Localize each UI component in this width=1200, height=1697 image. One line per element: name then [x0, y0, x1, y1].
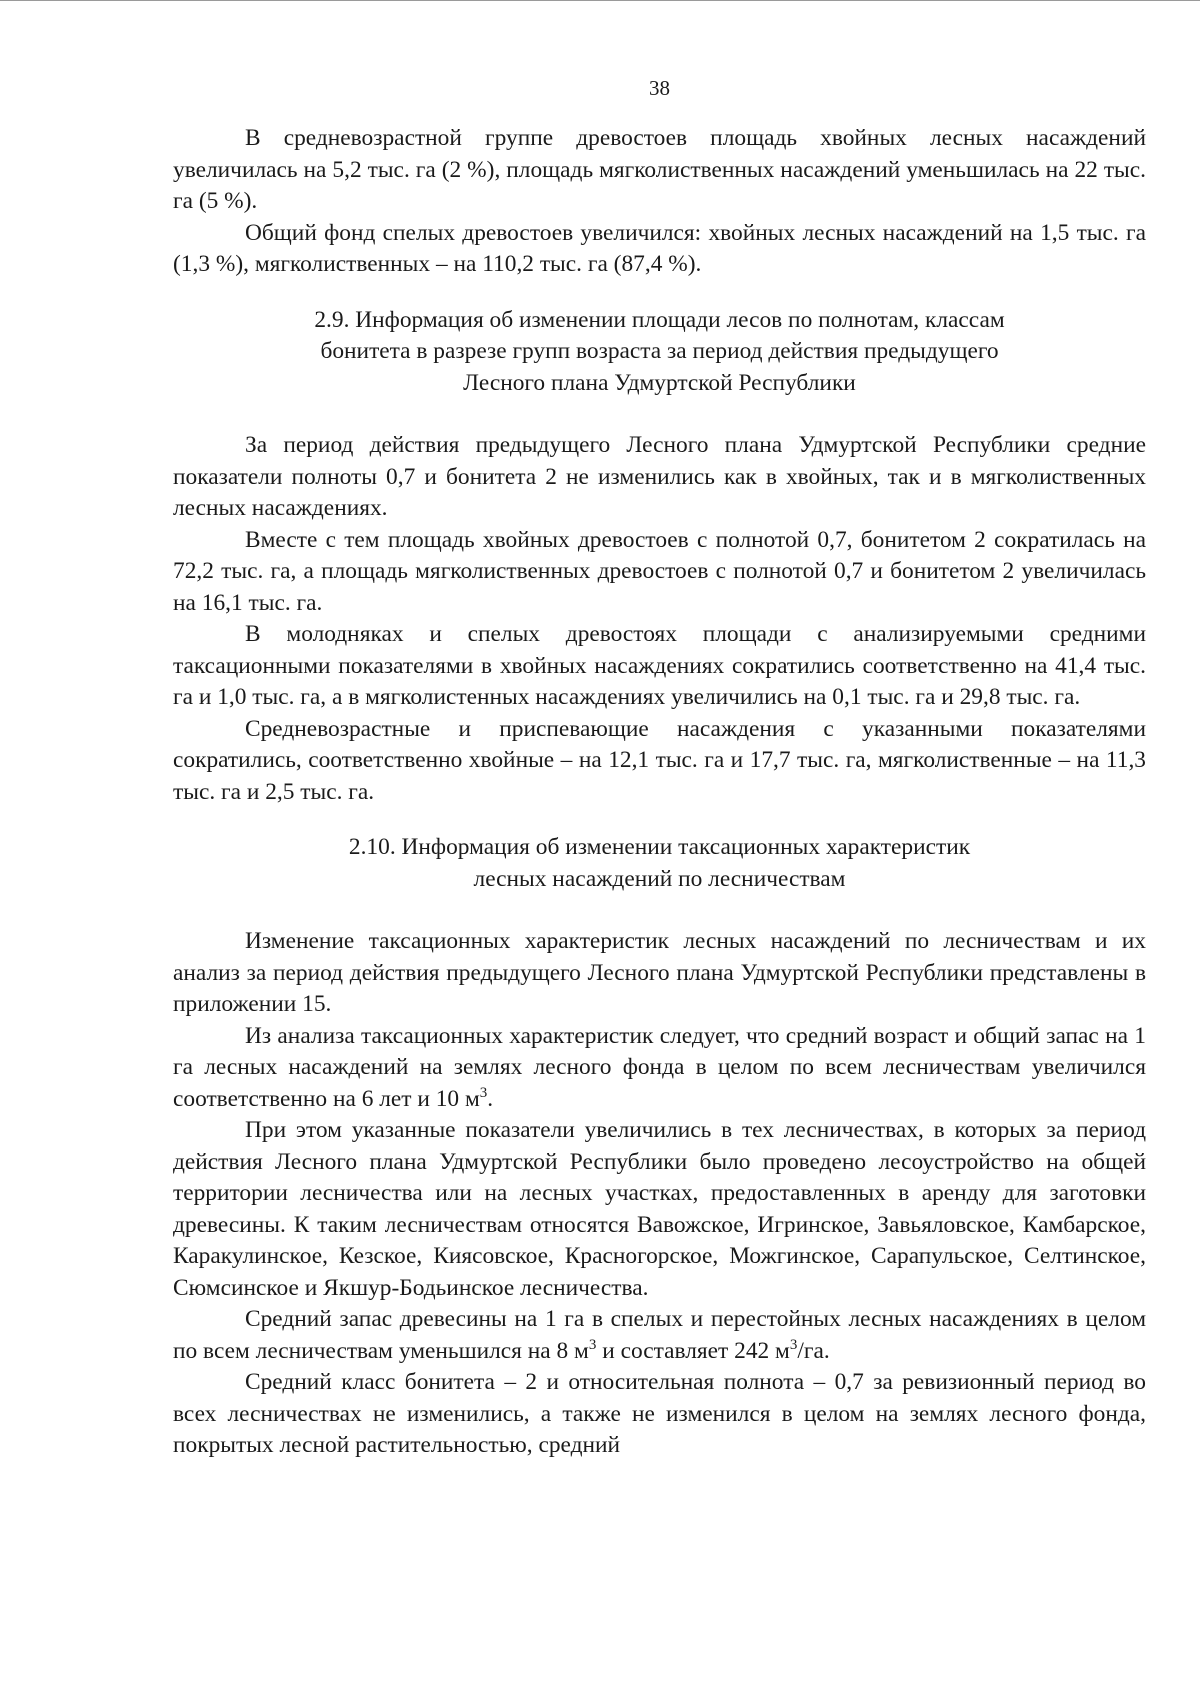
- section-heading-2-9: 2.9. Информация об изменении площади лесов по полнотам, классам бонитета в разрезе групп возраста за период действия предыдущего Лесного плана Удмуртской Республики: [314, 306, 1005, 396]
- section-heading-2-10: 2.10. Информация об изменении таксационных характеристик лесных насаждений по лесничествам: [348, 834, 971, 892]
- paragraph: Средний класс бонитета – 2 и относительная полнота – 0,7 за ревизионный период во всех лесничествах не изменились, а также не изменился в целом на землях лесного фонда, покрытых лесной растительностью, средний: [173, 1369, 1146, 1458]
- paragraph: При этом указанные показатели увеличились в тех лесничествах, в которых за период действия Лесного плана Удмуртской Республики было проведено лесоустройство на общей территории лесничества или на лесных участках, предоставленных в аренду для заготовки древесины. К таким лесничествам относятся Вавожское, Игринское, Завьяловское, Камбарское, Каракулинское, Кезское, Киясовское, Красногорское, Можгинское, Сарапульское, Селтинское, Сюмсинское и Якшур-Бодьинское лесничества.: [173, 1117, 1146, 1301]
- superscript: 3: [789, 1336, 798, 1353]
- paragraph: [173, 1021, 1146, 1116]
- paragraph: В молодняках и спелых древостоях площади с анализируемыми средними таксационными показателями в хвойных насаждениях сократились соответственно на 41,4 тыс. га и 1,0 тыс. га, а в мягколистенных насаждениях увеличились на 0,1 тыс. га и 29,8 тыс. га.: [173, 621, 1146, 710]
- paragraph: Общий фонд спелых древостоев увеличился: хвойных лесных насаждений на 1,5 тыс. га (1,3 %), мягколиственных – на 110,2 тыс. га (87,4 %).: [173, 219, 1146, 277]
- paragraph: [173, 1304, 1146, 1367]
- paragraph-tail: .: [487, 1085, 494, 1112]
- paragraph: Изменение таксационных характеристик лесных насаждений по лесничествам и их анализ за период действия предыдущего Лесного плана Удмуртской Республики представлены в приложении 15.: [173, 928, 1146, 1017]
- paragraph-text: Средний запас древесины на 1 га в спелых и перестойных лесных насаждениях в целом по всем лесничествам уменьшился на 8 м: [173, 1306, 1146, 1364]
- paragraph: Вместе с тем площадь хвойных древостоев с полнотой 0,7, бонитетом 2 сократилась на 72,2 тыс. га, а площадь мягколиственных древостоев с полнотой 0,7 и бонитетом 2 увеличилась на 16,1 тыс. га.: [173, 526, 1146, 616]
- paragraph-mid: и составляет 242 м: [596, 1337, 790, 1364]
- page-number: 38: [649, 76, 670, 100]
- paragraph-tail: /га.: [797, 1337, 830, 1364]
- paragraph: Средневозрастные и приспевающие насаждения с указанными показателями сократились, соответственно хвойные – на 12,1 тыс. га и 17,7 тыс. га, мягколиственные – на 11,3 тыс. га и 2,5 тыс. га.: [173, 715, 1146, 805]
- paragraph-text: Из анализа таксационных характеристик следует, что средний возраст и общий запас на 1 га лесных насаждений на землях лесного фонда в целом по всем лесничествам увеличился соответственно на 6 лет и 10 м: [173, 1022, 1146, 1112]
- paragraph: За период действия предыдущего Лесного плана Удмуртской Республики средние показатели полноты 0,7 и бонитета 2 не изменились как в хвойных, так и в мягколиственных лесных насаждениях.: [173, 432, 1146, 521]
- scan-edge-line: [0, 0, 1200, 1]
- superscript: 3: [588, 1336, 597, 1353]
- superscript: 3: [479, 1084, 488, 1101]
- paragraph: В средневозрастной группе древостоев площадь хвойных лесных насаждений увеличилась на 5,2 тыс. га (2 %), площадь мягколиственных насаждений уменьшилась на 22 тыс. га (5 %).: [173, 125, 1146, 214]
